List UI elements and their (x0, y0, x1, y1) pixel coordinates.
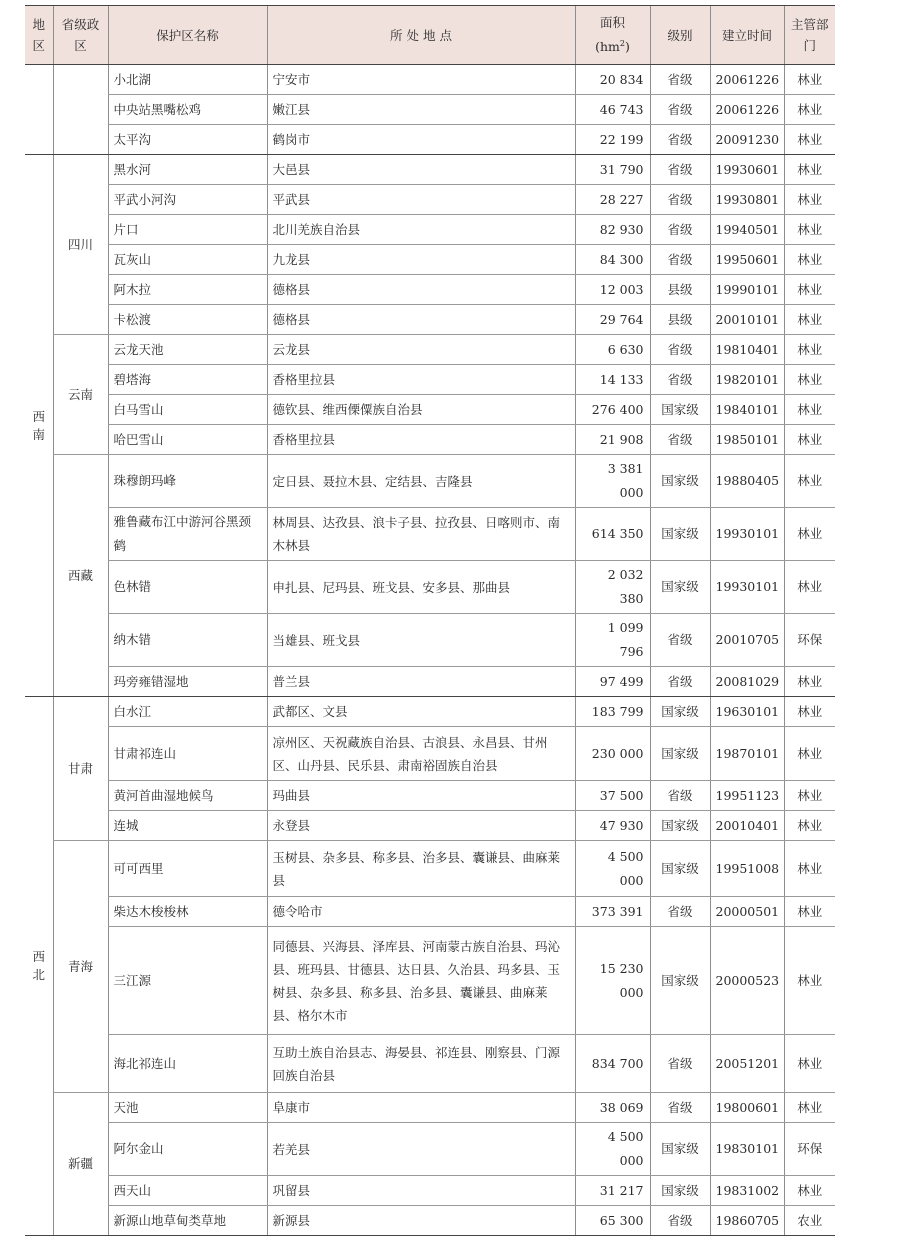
area-cell: 82 930 (575, 215, 650, 245)
table-row (25, 395, 835, 425)
table-row (25, 275, 835, 305)
location-cell: 新源县 (267, 1206, 575, 1236)
level-cell: 国家级 (650, 455, 710, 508)
area-cell: 97 499 (575, 667, 650, 697)
reserve-name-cell: 阿木拉 (108, 275, 267, 305)
province-cell: 四川 (53, 155, 108, 335)
reserve-name-cell: 平武小河沟 (108, 185, 267, 215)
reserve-name-cell: 卡松渡 (108, 305, 267, 335)
province-cell: 甘肃 (53, 697, 108, 841)
location-cell: 凉州区、天祝藏族自治县、古浪县、永昌县、甘州区、山丹县、民乐县、肃南裕固族自治县 (267, 727, 575, 781)
level-cell: 省级 (650, 245, 710, 275)
date-cell: 19930101 (710, 508, 784, 561)
area-cell: 37 500 (575, 781, 650, 811)
area-cell: 1 099 796 (575, 614, 650, 667)
header-date: 建立时间 (710, 6, 784, 65)
reserve-name-cell: 海北祁连山 (108, 1035, 267, 1093)
date-cell: 19800601 (710, 1093, 784, 1123)
area-cell: 4 500 000 (575, 841, 650, 897)
dept-cell: 林业 (784, 1176, 835, 1206)
province-cell: 云南 (53, 335, 108, 455)
dept-cell: 林业 (784, 245, 835, 275)
reserve-name-cell: 西天山 (108, 1176, 267, 1206)
area-cell: 373 391 (575, 897, 650, 927)
level-cell: 省级 (650, 125, 710, 155)
date-cell: 19820101 (710, 365, 784, 395)
level-cell: 国家级 (650, 841, 710, 897)
dept-cell: 林业 (784, 95, 835, 125)
dept-cell: 林业 (784, 841, 835, 897)
dept-cell: 林业 (784, 561, 835, 614)
date-cell: 19870101 (710, 727, 784, 781)
area-cell: 230 000 (575, 727, 650, 781)
reserve-name-cell: 新源山地草甸类草地 (108, 1206, 267, 1236)
reserve-name-cell: 白水江 (108, 697, 267, 727)
header-name: 保护区名称 (108, 6, 267, 65)
area-cell: 3 381 000 (575, 455, 650, 508)
dept-cell: 林业 (784, 727, 835, 781)
table-row (25, 155, 835, 185)
reserve-name-cell: 小北湖 (108, 65, 267, 95)
table-row (25, 215, 835, 245)
level-cell: 国家级 (650, 1176, 710, 1206)
area-cell: 21 908 (575, 425, 650, 455)
dept-cell: 林业 (784, 811, 835, 841)
level-cell: 县级 (650, 275, 710, 305)
table-row (25, 927, 835, 1035)
area-cell: 834 700 (575, 1035, 650, 1093)
date-cell: 19831002 (710, 1176, 784, 1206)
province-cell (53, 65, 108, 155)
area-cell: 31 790 (575, 155, 650, 185)
header-area: 面积 $(hm^2)$ (575, 6, 650, 65)
level-cell: 省级 (650, 897, 710, 927)
dept-cell: 林业 (784, 335, 835, 365)
dept-cell: 林业 (784, 365, 835, 395)
reserve-name-cell: 白马雪山 (108, 395, 267, 425)
date-cell: 19990101 (710, 275, 784, 305)
location-cell: 武都区、文县 (267, 697, 575, 727)
area-cell: 276 400 (575, 395, 650, 425)
area-cell: 38 069 (575, 1093, 650, 1123)
level-cell: 国家级 (650, 395, 710, 425)
header-row (25, 6, 835, 65)
reserve-name-cell: 色林错 (108, 561, 267, 614)
dept-cell: 林业 (784, 275, 835, 305)
date-cell: 20061226 (710, 65, 784, 95)
dept-cell: 林业 (784, 667, 835, 697)
table-row (25, 1176, 835, 1206)
dept-cell: 林业 (784, 425, 835, 455)
date-cell: 19850101 (710, 425, 784, 455)
date-cell: 19840101 (710, 395, 784, 425)
table-row (25, 335, 835, 365)
table-row (25, 508, 835, 561)
location-cell: 林周县、达孜县、浪卡子县、拉孜县、日喀则市、南木林县 (267, 508, 575, 561)
area-cell: 12 003 (575, 275, 650, 305)
dept-cell: 林业 (784, 927, 835, 1035)
location-cell: 平武县 (267, 185, 575, 215)
province-cell: 新疆 (53, 1093, 108, 1236)
reserve-name-cell: 瓦灰山 (108, 245, 267, 275)
date-cell: 20010401 (710, 811, 784, 841)
reserve-name-cell: 片口 (108, 215, 267, 245)
header-dept: 主管部门 (784, 6, 835, 65)
location-cell: 德钦县、维西傈僳族自治县 (267, 395, 575, 425)
date-cell: 20091230 (710, 125, 784, 155)
area-cell: 4 500 000 (575, 1123, 650, 1176)
location-cell: 宁安市 (267, 65, 575, 95)
date-cell: 20010101 (710, 305, 784, 335)
location-cell: 大邑县 (267, 155, 575, 185)
region-cell (25, 65, 53, 155)
reserve-name-cell: 柴达木梭梭林 (108, 897, 267, 927)
level-cell: 省级 (650, 1035, 710, 1093)
date-cell: 20061226 (710, 95, 784, 125)
table-row (25, 305, 835, 335)
date-cell: 19930601 (710, 155, 784, 185)
table-row (25, 561, 835, 614)
table-row (25, 697, 835, 727)
area-cell: 6 630 (575, 335, 650, 365)
reserve-name-cell: 连城 (108, 811, 267, 841)
reserve-name-cell: 中央站黑嘴松鸡 (108, 95, 267, 125)
table-row (25, 841, 835, 897)
dept-cell: 林业 (784, 65, 835, 95)
location-cell: 定日县、聂拉木县、定结县、吉隆县 (267, 455, 575, 508)
date-cell: 20051201 (710, 1035, 784, 1093)
dept-cell: 林业 (784, 155, 835, 185)
province-cell: 青海 (53, 841, 108, 1093)
province-cell: 西藏 (53, 455, 108, 697)
level-cell: 国家级 (650, 561, 710, 614)
reserve-name-cell: 太平沟 (108, 125, 267, 155)
dept-cell: 环保 (784, 614, 835, 667)
region-cell: 西北 (25, 697, 53, 1236)
area-cell: 14 133 (575, 365, 650, 395)
reserve-name-cell: 云龙天池 (108, 335, 267, 365)
dept-cell: 林业 (784, 185, 835, 215)
date-cell: 20000523 (710, 927, 784, 1035)
date-cell: 19951123 (710, 781, 784, 811)
area-cell: 20 834 (575, 65, 650, 95)
location-cell: 九龙县 (267, 245, 575, 275)
area-cell: 614 350 (575, 508, 650, 561)
dept-cell: 林业 (784, 305, 835, 335)
table-row (25, 65, 835, 95)
reserve-name-cell: 三江源 (108, 927, 267, 1035)
dept-cell: 农业 (784, 1206, 835, 1236)
reserve-name-cell: 珠穆朗玛峰 (108, 455, 267, 508)
level-cell: 国家级 (650, 1123, 710, 1176)
area-cell: 29 764 (575, 305, 650, 335)
dept-cell: 林业 (784, 1035, 835, 1093)
reserve-name-cell: 阿尔金山 (108, 1123, 267, 1176)
dept-cell: 林业 (784, 781, 835, 811)
location-cell: 玛曲县 (267, 781, 575, 811)
dept-cell: 环保 (784, 1123, 835, 1176)
location-cell: 申扎县、尼玛县、班戈县、安多县、那曲县 (267, 561, 575, 614)
level-cell: 省级 (650, 95, 710, 125)
table-row (25, 425, 835, 455)
header-province: 省级政区 (53, 6, 108, 65)
location-cell: 德格县 (267, 275, 575, 305)
date-cell: 19860705 (710, 1206, 784, 1236)
level-cell: 县级 (650, 305, 710, 335)
location-cell: 阜康市 (267, 1093, 575, 1123)
reserve-name-cell: 雅鲁藏布江中游河谷黑颈鹤 (108, 508, 267, 561)
location-cell: 云龙县 (267, 335, 575, 365)
dept-cell: 林业 (784, 1093, 835, 1123)
level-cell: 省级 (650, 667, 710, 697)
location-cell: 互助土族自治县志、海晏县、祁连县、刚察县、门源回族自治县 (267, 1035, 575, 1093)
table-row (25, 95, 835, 125)
level-cell: 国家级 (650, 508, 710, 561)
level-cell: 省级 (650, 335, 710, 365)
location-cell: 德令哈市 (267, 897, 575, 927)
reserve-name-cell: 天池 (108, 1093, 267, 1123)
level-cell: 省级 (650, 781, 710, 811)
area-cell: 2 032 380 (575, 561, 650, 614)
area-cell: 15 230 000 (575, 927, 650, 1035)
table-row (25, 455, 835, 508)
date-cell: 20000501 (710, 897, 784, 927)
table-row (25, 897, 835, 927)
reserve-name-cell: 甘肃祁连山 (108, 727, 267, 781)
date-cell: 19930101 (710, 561, 784, 614)
area-cell: 183 799 (575, 697, 650, 727)
reserve-name-cell: 玛旁雍错湿地 (108, 667, 267, 697)
date-cell: 20081029 (710, 667, 784, 697)
level-cell: 省级 (650, 425, 710, 455)
table-row (25, 614, 835, 667)
table-row (25, 185, 835, 215)
reserve-name-cell: 黄河首曲湿地候鸟 (108, 781, 267, 811)
date-cell: 19830101 (710, 1123, 784, 1176)
date-cell: 19951008 (710, 841, 784, 897)
header-level: 级别 (650, 6, 710, 65)
date-cell: 19810401 (710, 335, 784, 365)
location-cell: 鹤岗市 (267, 125, 575, 155)
dept-cell: 林业 (784, 395, 835, 425)
location-cell: 北川羌族自治县 (267, 215, 575, 245)
header-location: 所 处 地 点 (267, 6, 575, 65)
location-cell: 同德县、兴海县、泽库县、河南蒙古族自治县、玛沁县、班玛县、甘德县、达日县、久治县、玛多县、玉树县、杂多县、称多县、治多县、囊谦县、曲麻莱县、格尔木市 (267, 927, 575, 1035)
header-region: 地区 (25, 6, 53, 65)
date-cell: 19630101 (710, 697, 784, 727)
reserve-name-cell: 哈巴雪山 (108, 425, 267, 455)
reserve-name-cell: 黑水河 (108, 155, 267, 185)
table-body (25, 65, 835, 1236)
level-cell: 省级 (650, 365, 710, 395)
area-cell: 46 743 (575, 95, 650, 125)
location-cell: 普兰县 (267, 667, 575, 697)
reserve-name-cell: 碧塔海 (108, 365, 267, 395)
level-cell: 省级 (650, 185, 710, 215)
dept-cell: 林业 (784, 455, 835, 508)
location-cell: 玉树县、杂多县、称多县、治多县、囊谦县、曲麻莱县 (267, 841, 575, 897)
level-cell: 省级 (650, 1206, 710, 1236)
table-row (25, 1206, 835, 1236)
area-cell: 65 300 (575, 1206, 650, 1236)
dept-cell: 林业 (784, 897, 835, 927)
table-row (25, 245, 835, 275)
level-cell: 国家级 (650, 811, 710, 841)
location-cell: 若羌县 (267, 1123, 575, 1176)
level-cell: 国家级 (650, 927, 710, 1035)
dept-cell: 林业 (784, 697, 835, 727)
reserve-name-cell: 纳木错 (108, 614, 267, 667)
table-row (25, 811, 835, 841)
date-cell: 19950601 (710, 245, 784, 275)
reserve-name-cell: 可可西里 (108, 841, 267, 897)
location-cell: 永登县 (267, 811, 575, 841)
area-cell: 28 227 (575, 185, 650, 215)
area-cell: 47 930 (575, 811, 650, 841)
region-cell: 西南 (25, 155, 53, 697)
location-cell: 香格里拉县 (267, 425, 575, 455)
table-row (25, 1093, 835, 1123)
dept-cell: 林业 (784, 125, 835, 155)
area-cell: 84 300 (575, 245, 650, 275)
table-row (25, 1035, 835, 1093)
table-row (25, 125, 835, 155)
dept-cell: 林业 (784, 215, 835, 245)
date-cell: 19880405 (710, 455, 784, 508)
level-cell: 国家级 (650, 697, 710, 727)
level-cell: 省级 (650, 1093, 710, 1123)
level-cell: 省级 (650, 155, 710, 185)
level-cell: 省级 (650, 215, 710, 245)
level-cell: 省级 (650, 614, 710, 667)
dept-cell: 林业 (784, 508, 835, 561)
table-row (25, 1123, 835, 1176)
level-cell: 省级 (650, 65, 710, 95)
nature-reserve-table (25, 5, 835, 1236)
table-row (25, 365, 835, 395)
location-cell: 香格里拉县 (267, 365, 575, 395)
table-row (25, 727, 835, 781)
table-row (25, 781, 835, 811)
location-cell: 当雄县、班戈县 (267, 614, 575, 667)
area-cell: 31 217 (575, 1176, 650, 1206)
location-cell: 德格县 (267, 305, 575, 335)
date-cell: 19940501 (710, 215, 784, 245)
level-cell: 国家级 (650, 727, 710, 781)
date-cell: 20010705 (710, 614, 784, 667)
date-cell: 19930801 (710, 185, 784, 215)
area-cell: 22 199 (575, 125, 650, 155)
location-cell: 嫩江县 (267, 95, 575, 125)
table-row (25, 667, 835, 697)
location-cell: 巩留县 (267, 1176, 575, 1206)
